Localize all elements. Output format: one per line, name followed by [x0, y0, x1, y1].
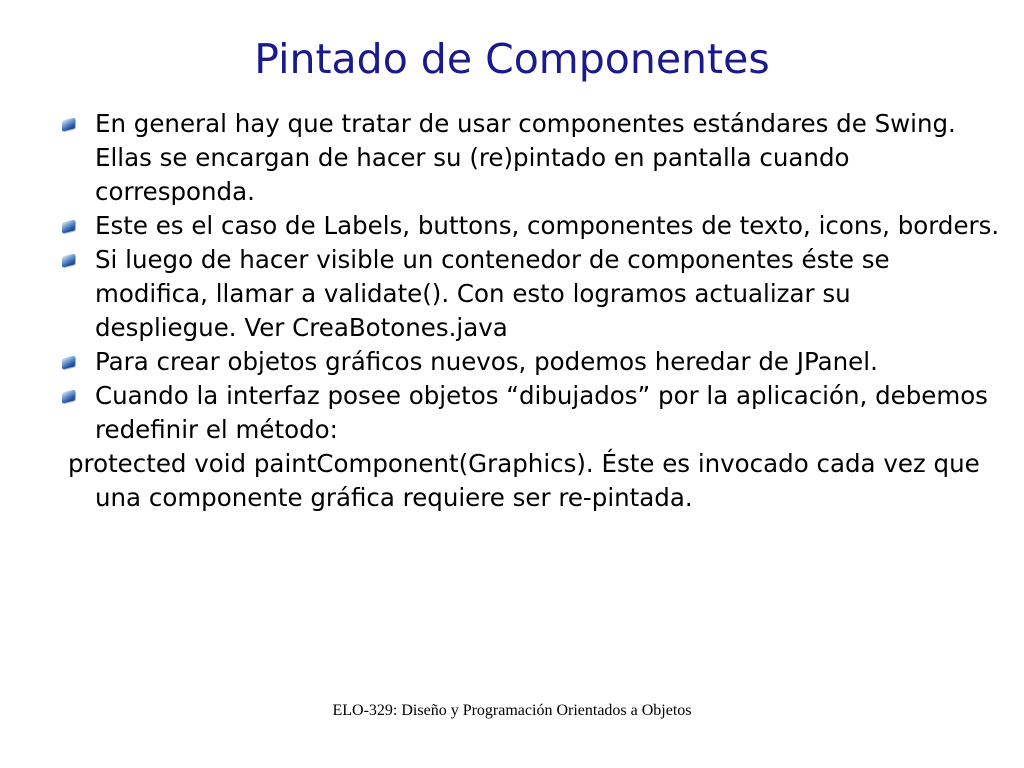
bullet-text: Cuando la interfaz posee objetos “dibujados” por la aplicación, debemos redefinir el método: — [95, 381, 988, 444]
cube-bullet-icon — [62, 253, 75, 267]
bullet-item — [60, 345, 1000, 379]
method-paragraph: protected void paintComponent(Graphics). Éste es invocado cada vez que una componente gráfica requiere ser re-pintada. — [68, 449, 980, 512]
footer-course-label: ELO-329: Diseño y Programación Orientados a Objetos — [332, 702, 692, 719]
bullet-item — [60, 209, 1000, 243]
cube-bullet-icon — [62, 219, 75, 233]
slide-body — [60, 107, 1000, 515]
bullet-list — [60, 107, 1000, 447]
bullet-item — [60, 107, 1000, 209]
bullet-item — [60, 379, 1000, 447]
bullet-text: Este es el caso de Labels, buttons, componentes de texto, icons, borders. — [95, 211, 1000, 240]
slide-title: Pintado de Componentes — [254, 35, 770, 83]
bullet-item — [60, 243, 1000, 345]
cube-bullet-icon — [62, 389, 75, 403]
cube-bullet-icon — [62, 355, 75, 369]
bullet-text: Para crear objetos gráficos nuevos, podemos heredar de JPanel. — [95, 347, 878, 376]
cube-bullet-icon — [62, 117, 75, 131]
bullet-text: Si luego de hacer visible un contenedor de componentes éste se modifica, llamar a validate(). Con esto logramos actualizar su despliegue. Ver CreaBotones.java — [95, 245, 890, 342]
bullet-text: En general hay que tratar de usar componentes estándares de Swing. Ellas se encargan de hacer su (re)pintado en pantalla cuando corresponda. — [95, 109, 956, 206]
